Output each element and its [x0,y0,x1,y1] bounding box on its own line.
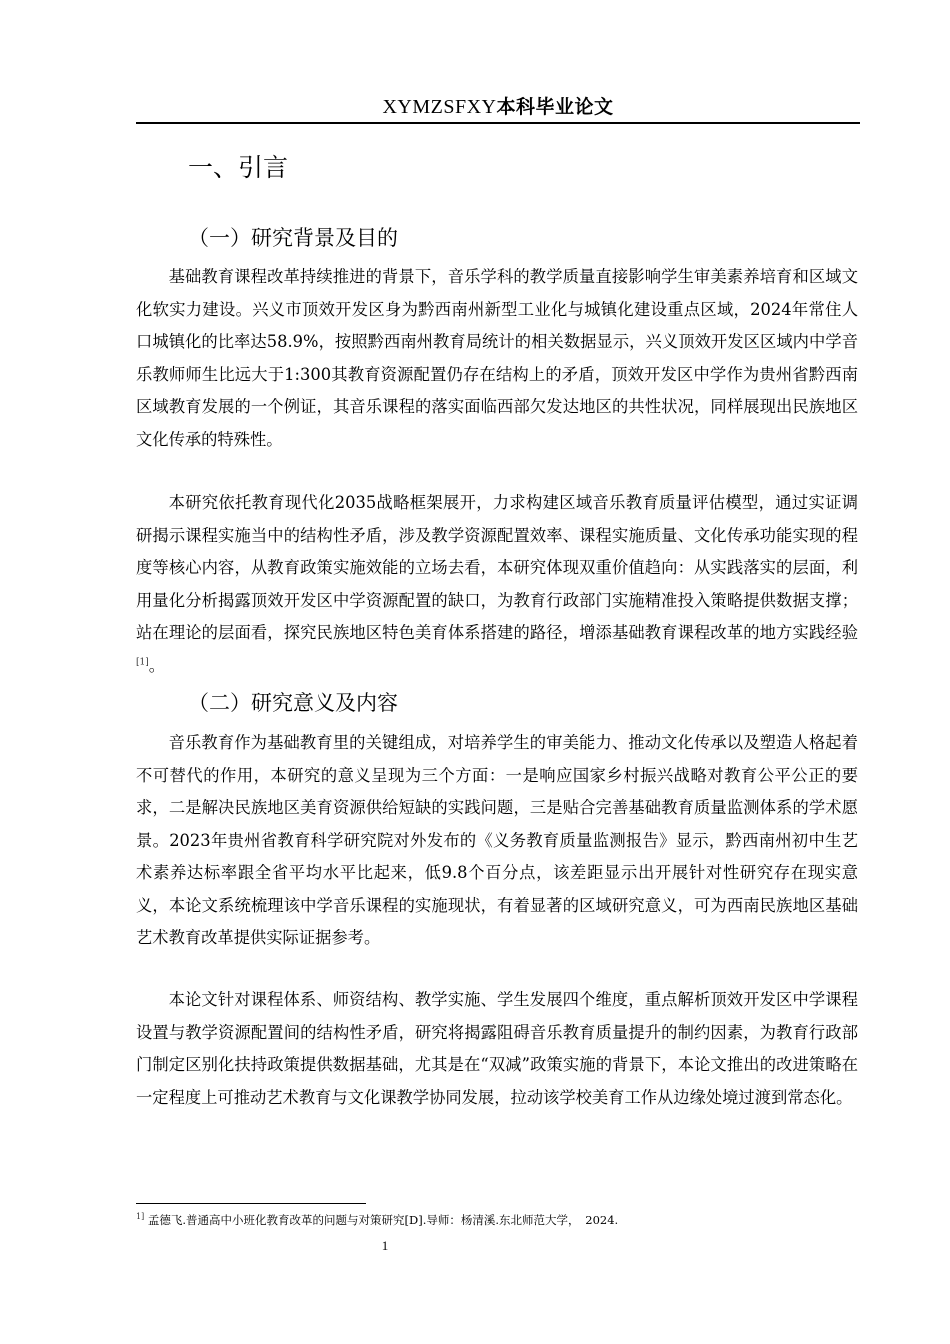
paragraph-background: 基础教育课程改革持续推进的背景下，音乐学科的教学质量直接影响学生审美素养培育和区域文化软实力建设。兴义市顶效开发区身为黔西南州新型工业化与城镇化建设重点区域，2024年常住人口城镇化的比率达58.9%，按照黔西南州教育局统计的相关数据显示，兴义顶效开发区区域内中学音乐教师师生比远大于1:300其教育资源配置仍存在结构上的矛盾，顶效开发区中学作为贵州省黔西南区域教育发展的一个例证，其音乐课程的落实面临西部欠发达地区的共性状况，同样展现出民族地区文化传承的特殊性。 [136,267,858,449]
footnote [136,1211,858,1229]
footnote-separator [136,1203,366,1204]
paragraph-objectives-tail: 。 [148,655,166,675]
subsection-title-significance: （二）研究意义及内容 [188,691,398,715]
paragraph-objectives-text: 本研究依托教育现代化2035战略框架展开，力求构建区域音乐教育质量评估模型，通过实证调研揭示课程实施当中的结构性矛盾，涉及教学资源配置效率、课程实施质量、文化传承功能实现的程度等核心内容，从教育政策实施效能的立场去看，本研究体现双重价值趋向：从实践落实的层面，利用量化分析揭露顶效开发区中学资源配置的缺口，为教育行政部门实施精准投入策略提供数据支撑；站在理论的层面看，探究民族地区特色美育体系搭建的路径，增添基础教育课程改革的地方实践经验 [136,493,858,642]
paragraph-objectives [136,487,858,682]
paragraph-content: 本论文针对课程体系、师资结构、教学实施、学生发展四个维度，重点解析顶效开发区中学课程设置与教学资源配置间的结构性矛盾，研究将揭露阻碍音乐教育质量提升的制约因素，为教育行政部门制定区别化扶持政策提供数据基础，尤其是在“双减”政策实施的背景下，本论文推出的改进策略在一定程度上可推动艺术教育与文化课教学协同发展，拉动该学校美育工作从边缘处境过渡到常态化。 [136,990,858,1107]
paragraph-significance: 音乐教育作为基础教育里的关键组成，对培养学生的审美能力、推动文化传承以及塑造人格起着不可替代的作用，本研究的意义呈现为三个方面：一是响应国家乡村振兴战略对教育公平公正的要求，二是解决民族地区美育资源供给短缺的实践问题，三是贴合完善基础教育质量监测体系的学术愿景。2023年贵州省教育科学研究院对外发布的《义务教育质量监测报告》显示，黔西南州初中生艺术素养达标率跟全省平均水平比起来，低9.8个百分点，该差距显示出开展针对性研究存在现实意义，本论文系统梳理该中学音乐课程的实施现状，有着显著的区域研究意义，可为西南民族地区基础艺术教育改革提供实际证据参考。 [136,733,858,947]
subsection-title-background: （一）研究背景及目的 [188,226,398,250]
header-title: 本科毕业论文 [496,96,614,118]
header-code: XYMZSFXY [382,96,497,118]
running-header [136,92,860,124]
footnote-marker: 1] [136,1212,145,1222]
page-number: 1 [381,1238,389,1253]
footnote-text: 孟德飞.普通高中小班化教育改革的问题与对策研究[D].导师：杨清溪.东北师范大学， 2024. [147,1213,619,1227]
citation-marker: [1] [136,657,149,668]
section-title: 一、引言 [188,153,289,182]
